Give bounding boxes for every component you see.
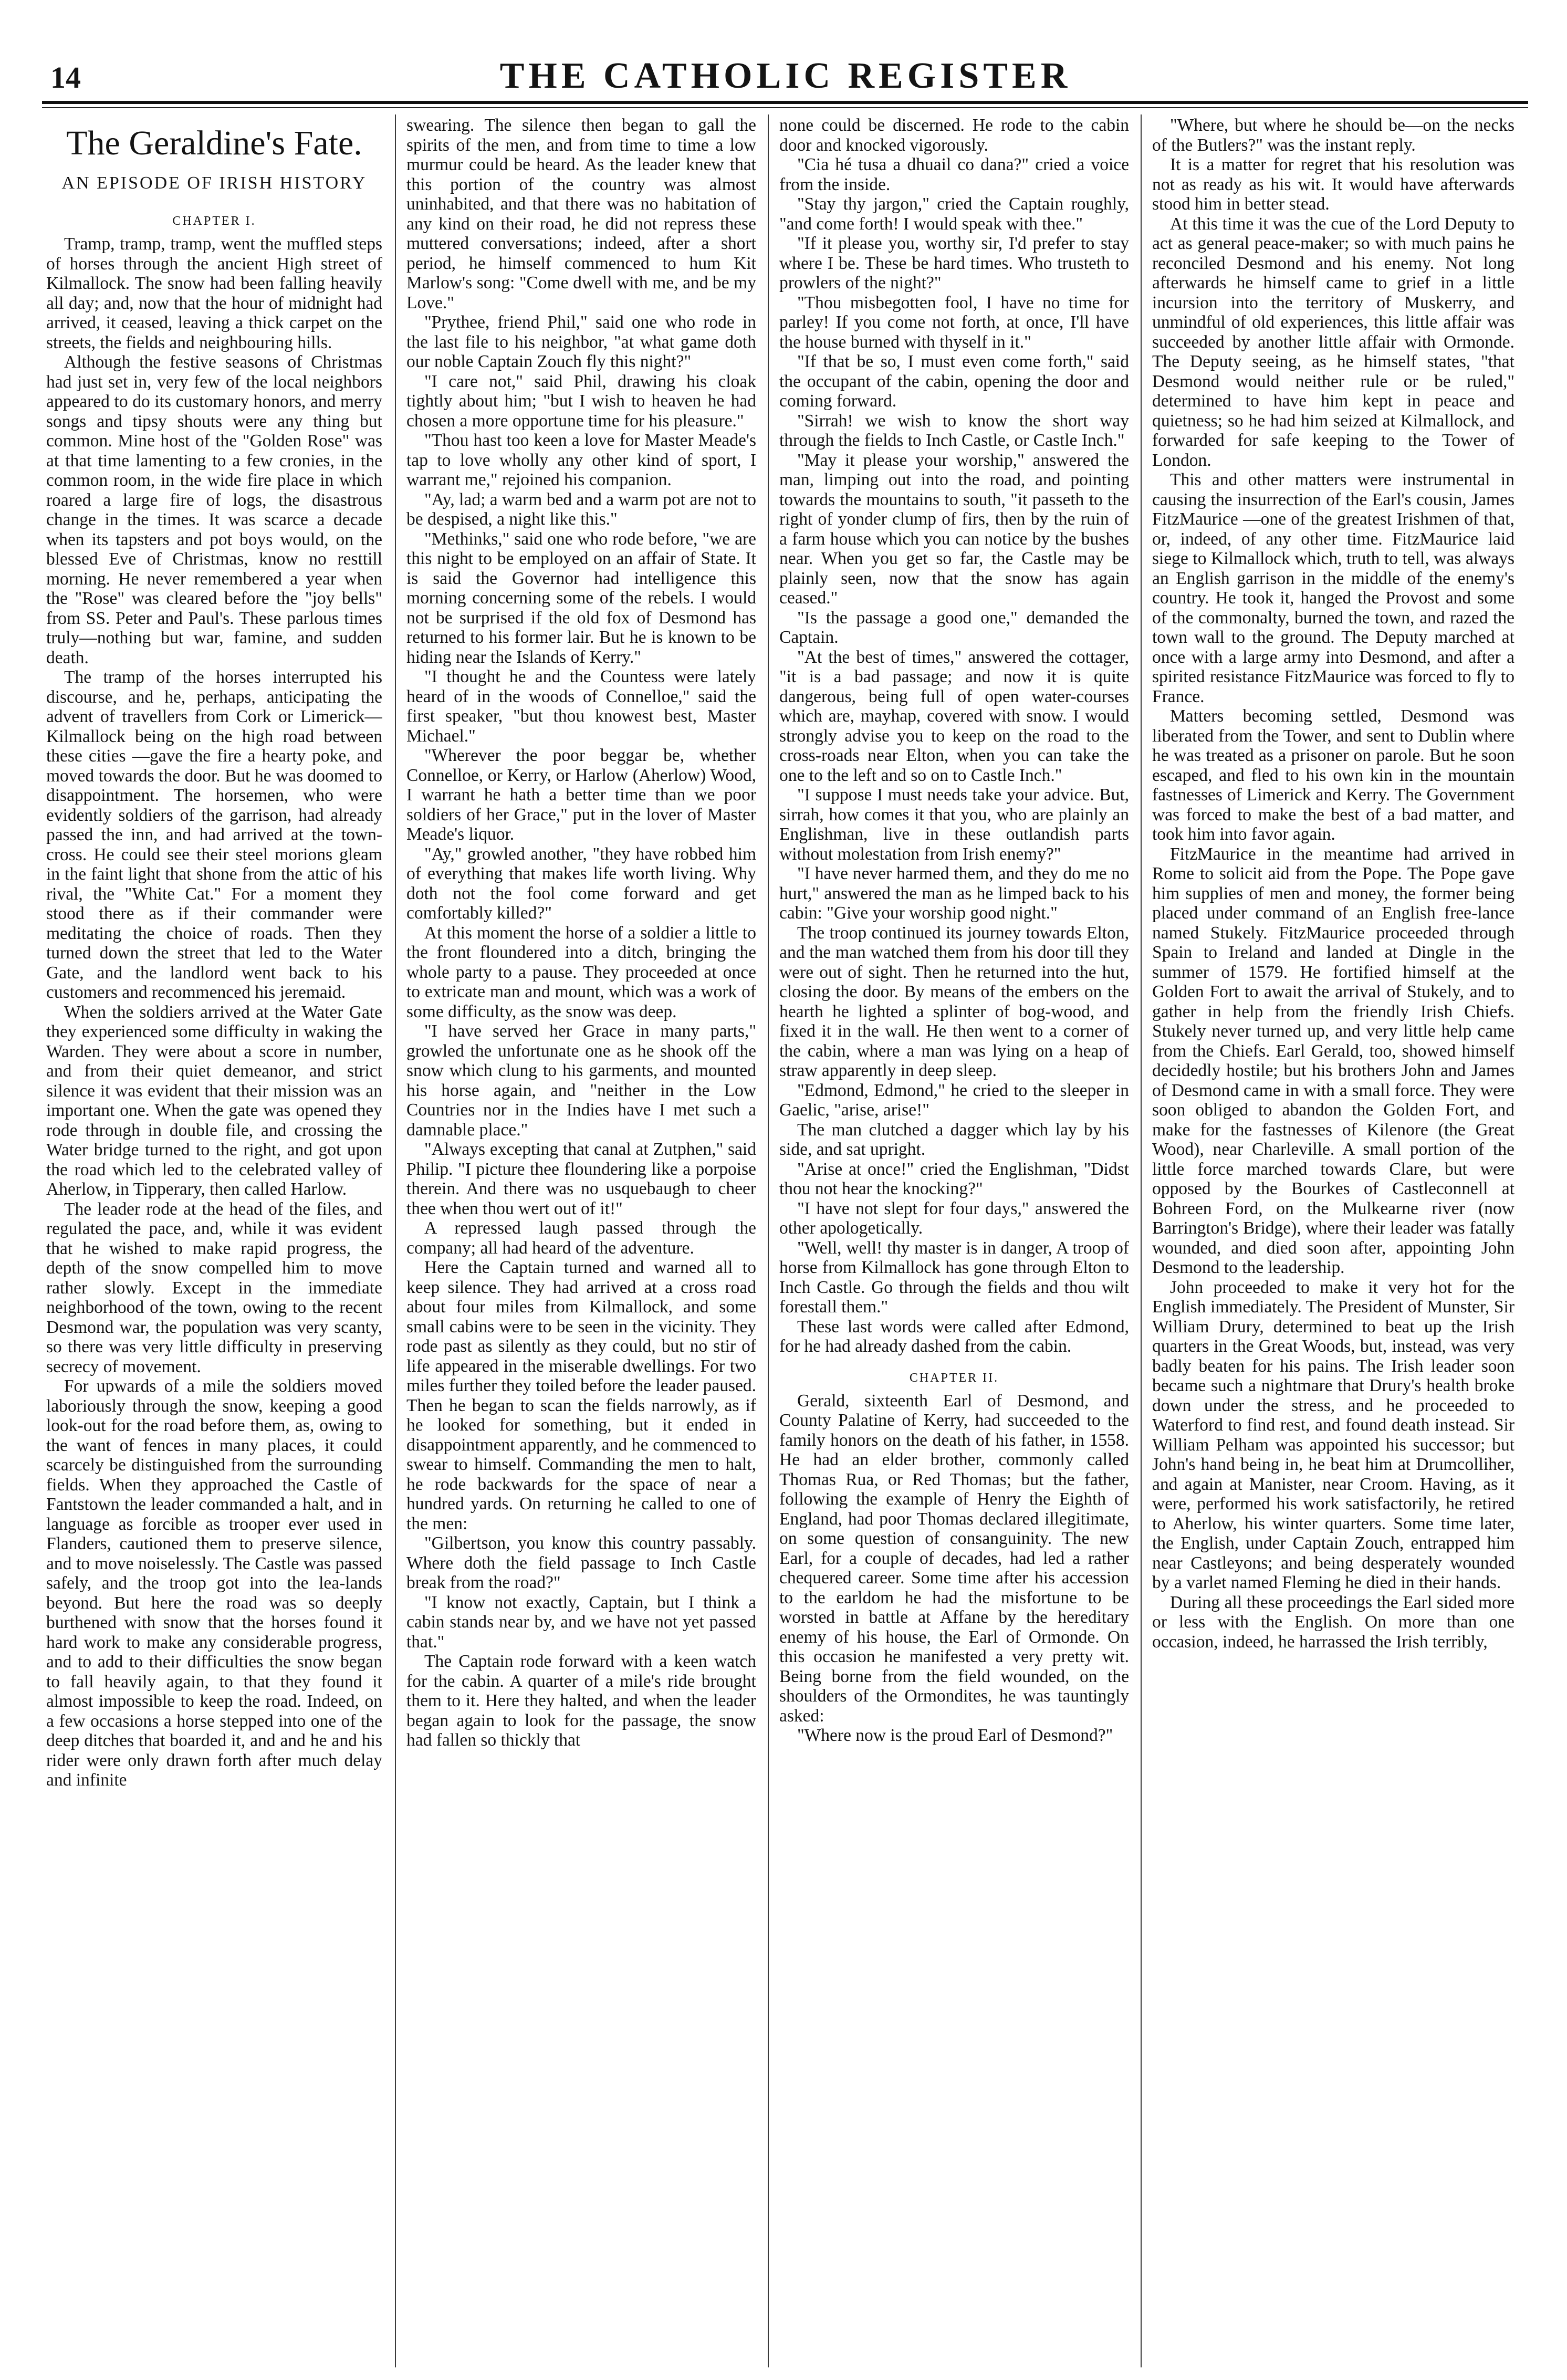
paragraph: "Well, well! thy master is in danger, A troop of horse from Kilmallock has gone through Elton to Inch Castle. Go through the fields and thou wilt forestall them." (779, 1238, 1129, 1317)
paragraph: "I have never harmed them, and they do me no hurt," answered the man as he limped back to his cabin: "Give your worship good night." (779, 864, 1129, 923)
paragraph: This and other matters were instrumental in causing the insurrection of the Earl's cousin, James FitzMaurice —one of the greatest Irishmen of that, or, indeed, of any other time. FitzMaurice laid siege to Kilmallock which, truth to tell, was always an English garrison in the middle of the enemy's country. He took it, hanged the Provost and some of the commonalty, burned the town, and razed the town wall to the ground. The Deputy marched at once with a large army into Desmond, and after a spirited resistance FitzMaurice was forced to fly to France. (1152, 470, 1514, 706)
paragraph: Here the Captain turned and warned all to keep silence. They had arrived at a cross road about four miles from Kilmallock, and some small cabins were to be seen in the vicinity. They rode past as silently as they could, but no stir of life appeared in the miserable dwellings. For two miles further they toiled before the leader paused. Then he began to scan the fields narrowly, as if he looked for something, but it ended in disappointment apparently, and he commenced to swear to himself. Commanding the men to halt, he rode backwards for the space of near a hundred yards. On returning he called to one of the men: (406, 1258, 756, 1533)
paragraph: These last words were called after Edmond, for he had already dashed from the cabin. (779, 1317, 1129, 1356)
paragraph: "Ay," growled another, "they have robbed him of everything that makes life worth living. Why doth not the fool come forward and get comfortably killed?" (406, 844, 756, 923)
paragraph: "Gilbertson, you know this country passably. Where doth the field passage to Inch Castle break from the road?" (406, 1533, 756, 1592)
paragraph: "Always excepting that canal at Zutphen," said Philip. "I picture thee floundering like a porpoise therein. And there was no usquebaugh to cheer thee when thou wert out of it!" (406, 1140, 756, 1218)
paragraph: "I have served her Grace in many parts," growled the unfortunate one as he shook off the snow which clung to his garments, and mounted his horse again, and "neither in the Low Countries nor in the Indies have I met such a damnable place." (406, 1021, 756, 1140)
paragraph: "Where, but where he should be—on the necks of the Butlers?" was the instant reply. (1152, 116, 1514, 155)
paragraph: "Arise at once!" cried the Englishman, "Didst thou not hear the knocking?" (779, 1159, 1129, 1198)
paragraph: The tramp of the horses interrupted his discourse, and he, perhaps, anticipating the advent of travellers from Cork or Limerick—Kilmallock being on the high road between these cities —gave the fire a hearty poke, and moved towards the door. But he was doomed to disappointment. The horsemen, who were evidently soldiers of the garrison, had already passed the inn, and had arrived at the town-cross. He could see their steel morions gleam in the faint light that shone from the attic of his rival, the "White Cat." For a moment they stood there as if their commander were meditating the choice of roads. Then they turned down the street that led to the Water Gate, and the landlord went back to his customers and recommenced his jeremaid. (46, 667, 382, 1002)
paragraph: The troop continued its journey towards Elton, and the man watched them from his door till they were out of sight. Then he returned into the hut, closing the door. By means of the embers on the hearth he lighted a splinter of bog-wood, and fixed it in the wall. He then went to a corner of the cabin, where a man was lying on a heap of straw apparently in deep sleep. (779, 923, 1129, 1080)
paragraph: "I know not exactly, Captain, but I think a cabin stands near by, and we have not yet passed that." (406, 1592, 756, 1652)
text-column-3 (779, 116, 1129, 2363)
paragraph: "Cia hé tusa a dhuail co dana?" cried a voice from the inside. (779, 155, 1129, 194)
paragraph: "Edmond, Edmond," he cried to the sleeper in Gaelic, "arise, arise!" (779, 1080, 1129, 1120)
paragraph: At this time it was the cue of the Lord Deputy to act as general peace-maker; so with much pains he reconciled Desmond and his enemy. Not long afterwards he himself came to grief in a little incursion into the territory of Muskerry, and unmindful of old experiences, this little affair was succeeded by another little affair with Ormonde. The Deputy seeing, as he himself states, "that Desmond would neither rule or be ruled," determined to have him kept in peace and quietness; so he had him seized at Kilmallock, and forwarded for safe keeping to the Tower of London. (1152, 214, 1514, 470)
article-title: The Geraldine's Fate. (66, 124, 362, 162)
paragraph: It is a matter for regret that his resolution was not as ready as his wit. It would have afterwards stood him in better stead. (1152, 155, 1514, 214)
paragraph: When the soldiers arrived at the Water Gate they experienced some difficulty in waking the Warden. They were about a score in number, and from their quiet demeanor, and strict silence it was evident that their mission was an important one. When the gate was opened they rode through in double file, and crossing the Water bridge turned to the right, and got upon the road which led to the celebrated valley of Aherlow, in Tipperary, then called Harlow. (46, 1002, 382, 1199)
paragraph: "I suppose I must needs take your advice. But, sirrah, how comes it that you, who are plainly an Englishman, live in these outlandish parts without molestation from Irish enemy?" (779, 785, 1129, 864)
paragraph: "Wherever the poor beggar be, whether Connelloe, or Kerry, or Harlow (Aherlow) Wood, I warrant he hath a better time than we poor soldiers of her Grace," put in the lover of Master Meade's liquor. (406, 746, 756, 844)
paragraph: Although the festive seasons of Christmas had just set in, very few of the local neighbors appeared to do its customary honors, and merry songs and tipsy shouts were any thing but common. Mine host of the "Golden Rose" was at that time lamenting to a few cronies, in the common room, in the wide fire place in which roared a large fire of logs, the disastrous change in the times. It was scarce a decade when its tapsters and pot boys would, on the blessed Eve of Christmas, know no resttill morning. He never remembered a year when the "Rose" was cleared before the "joy bells" from SS. Peter and Paul's. These parlous times truly—nothing but war, famine, and sudden death. (46, 352, 382, 667)
chapter-heading: CHAPTER I. (172, 214, 256, 228)
paragraph: "At the best of times," answered the cottager, "it is a bad passage; and now it is quite dangerous, being full of open water-courses which are, mayhap, covered with snow. I would strongly advise you to keep on the road to the cross-roads near Elton, when you can take the one to the left and so on to Castle Inch." (779, 647, 1129, 785)
paragraph: "I care not," said Phil, drawing his cloak tightly about him; "but I wish to heaven he had chosen a more opportune time for his pleasure." (406, 371, 756, 431)
paragraph: "Methinks," said one who rode before, "we are this night to be employed on an affair of State. It is said the Governor had intelligence this morning concerning some of the rebels. I would not be surprised if the old fox of Desmond has returned to his former lair. But he is known to be hiding near the Islands of Kerry." (406, 529, 756, 667)
paragraph: "I thought he and the Countess were lately heard of in the woods of Connelloe," said the first speaker, "but thou knowest best, Master Michael." (406, 667, 756, 746)
paragraph: "Prythee, friend Phil," said one who rode in the last file to his neighbor, "at what game doth our noble Captain Zouch fly this night?" (406, 312, 756, 371)
column-divider (768, 114, 769, 2367)
paragraph: A repressed laugh passed through the company; all had heard of the adventure. (406, 1218, 756, 1258)
paragraph: "Ay, lad; a warm bed and a warm pot are not to be despised, a night like this." (406, 489, 756, 529)
paragraph: "I have not slept for four days," answered the other apologetically. (779, 1198, 1129, 1238)
masthead-rule-thin (42, 107, 1528, 108)
paragraph: During all these proceedings the Earl sided more or less with the English. On more than one occasion, indeed, he harrassed the Irish terribly, (1152, 1592, 1514, 1652)
text-column-4 (1152, 116, 1514, 2363)
paragraph: "Stay thy jargon," cried the Captain roughly, "and come forth! I would speak with thee." (779, 194, 1129, 234)
paragraph: FitzMaurice in the meantime had arrived in Rome to solicit aid from the Pope. The Pope gave him supplies of men and money, the former being placed under command of an English free-lance named Stukely. FitzMaurice proceeded through Spain to Ireland and landed at Dingle in the summer of 1579. He fortified himself at the Golden Fort to await the arrival of Stukely, and to gather in help from the friendly Irish Chiefs. Stukely never turned up, and very little help came from the Chiefs. Earl Gerald, too, showed himself decidedly hostile; but his brothers John and James of Desmond came in with a small force. They were soon obliged to abandon the Golden Fort, and make for the fastnesses of Kilenore (the Great Wood), near Charleville. A small portion of the little force marched towards Clare, but were opposed by the Bourkes of Castleconnell at Bohreen Ford, on the Mulkearne river (now Barrington's Bridge), where their leader was fatally wounded, and died soon after, appointing John Desmond to the leadership. (1152, 844, 1514, 1277)
paragraph: The Captain rode forward with a keen watch for the cabin. A quarter of a mile's ride brought them to it. Here they halted, and when the leader began again to look for the passage, the snow had fallen so thickly that (406, 1652, 756, 1750)
paragraph: "May it please your worship," answered the man, limping out into the road, and pointing towards the mountains to south, "it passeth to the right of yonder clump of firs, then by the ruin of a farm house which you can notice by the bushes near. When you get so far, the Castle may be plainly seen, now that the snow has again ceased." (779, 450, 1129, 608)
paragraph: Matters becoming settled, Desmond was liberated from the Tower, and sent to Dublin where he was treated as a prisoner on parole. But he soon escaped, and fled to his own kin in the mountain fastnesses of Limerick and Kerry. The Government was forced to make the best of a bad matter, and took him into favor again. (1152, 706, 1514, 844)
paragraph: none could be discerned. He rode to the cabin door and knocked vigorously. (779, 116, 1129, 155)
paragraph: "Where now is the proud Earl of Desmond?" (797, 1726, 1113, 1745)
paragraph: "Is the passage a good one," demanded the Captain. (779, 608, 1129, 647)
paragraph: swearing. The silence then began to gall the spirits of the men, and from time to time a low murmur could be heard. As the leader knew that this portion of the country was almost uninhabited, and that there was no habitation of any kind on their road, he did not repress these muttered conversations; indeed, after a short period, he himself commenced to hum Kit Marlow's song: "Come dwell with me, and be my Love." (406, 116, 756, 312)
text-column-2 (406, 116, 756, 2363)
paragraph: "If that be so, I must even come forth," said the occupant of the cabin, opening the door and coming forward. (779, 352, 1129, 411)
column-divider (395, 114, 396, 2367)
masthead-rule (42, 101, 1528, 104)
chapter-heading: CHAPTER II. (909, 1371, 999, 1385)
page-number: 14 (50, 60, 81, 95)
masthead-title: THE CATHOLIC REGISTER (499, 56, 1072, 96)
paragraph: Tramp, tramp, tramp, went the muffled steps of horses through the ancient High street of Kilmallock. The snow had been falling heavily all day; and, now that the hour of midnight had arrived, it ceased, leaving a thick carpet on the streets, the fields and neighbouring hills. (46, 234, 382, 352)
paragraph: For upwards of a mile the soldiers moved laboriously through the snow, keeping a good look-out for the road before them, as, owing to the want of fences in many places, it could scarcely be distinguished from the surrounding fields. When they approached the Castle of Fantstown the leader commanded a halt, and in language as forcible as trooper ever used in Flanders, cautioned them to preserve silence, and to move noiselessly. The Castle was passed safely, and the troop got into the lea-lands beyond. But here the road was so deeply burthened with snow that the horses found it hard work to make any considerable progress, and to add to their difficulties the snow began to fall heavily again, to that they found it almost impossible to keep the road. Indeed, on a few occasions a horse stepped into one of the deep ditches that boarded it, and and he and his rider were only drawn forth after much delay and infinite (46, 1376, 382, 1790)
article-subtitle: AN EPISODE OF IRISH HISTORY (61, 173, 367, 193)
paragraph: "If it please you, worthy sir, I'd prefer to stay where I be. These be hard times. Who trusteth to prowlers of the night?" (779, 234, 1129, 293)
column-divider (1141, 114, 1142, 2367)
running-head (45, 57, 1526, 100)
paragraph: Gerald, sixteenth Earl of Desmond, and County Palatine of Kerry, had succeeded to the family honors on the death of his father, in 1558. He had an elder brother, commonly called Thomas Rua, or Red Thomas; but the father, following the example of Henry the Eighth of England, had poor Thomas declared illegitimate, on some question of consanguinity. The new Earl, for a couple of decades, had led a rather chequered career. Some time after his accession to the earldom he had the misfortune to be worsted in battle at Affane by the hereditary enemy of his house, the Earl of Ormonde. On this occasion he manifested a very pretty wit. Being borne from the field wounded, on the shoulders of the Ormondites, he was tauntingly asked: (779, 1391, 1129, 1726)
paragraph: John proceeded to make it very hot for the English immediately. The President of Munster, Sir William Drury, determined to beat up the Irish quarters in the Great Woods, but, instead, was very badly beaten for his pains. The Irish leader soon became such a nightmare that Drury's health broke down under the stress, and he proceeded to Waterford to find rest, and found death instead. Sir William Pelham was appointed his successor; but John's hand being in, he beat him at Drumcolliher, and again at Manister, near Croom. Having, as it were, performed his work satisfactorily, he retired to Aherlow, his winter quarters. Some time later, the English, under Captain Zouch, entrapped him near Castleyons; and being desperately wounded by a varlet named Fleming he died in their hands. (1152, 1277, 1514, 1592)
paragraph: The leader rode at the head of the files, and regulated the pace, and, while it was evident that he wished to make rapid progress, the depth of the snow compelled him to move rather slowly. Except in the immediate neighborhood of the town, owing to the recent Desmond war, the population was very scanty, so there was very little difficulty in preserving secrecy of movement. (46, 1199, 382, 1376)
paragraph: The man clutched a dagger which lay by his side, and sat upright. (779, 1120, 1129, 1159)
paragraph: "Thou misbegotten fool, I have no time for parley! If you come not forth, at once, I'll have the house burned with thyself in it." (779, 293, 1129, 352)
paragraph: At this moment the horse of a soldier a little to the front floundered into a ditch, bringing the whole party to a pause. They proceeded at once to extricate man and mount, which was a work of some difficulty, as the snow was deep. (406, 923, 756, 1021)
paragraph: "Sirrah! we wish to know the short way through the fields to Inch Castle, or Castle Inch." (779, 411, 1129, 450)
text-column-1 (46, 116, 382, 2363)
paragraph: "Thou hast too keen a love for Master Meade's tap to love wholly any other kind of sport, I warrant me," rejoined his companion. (406, 431, 756, 489)
